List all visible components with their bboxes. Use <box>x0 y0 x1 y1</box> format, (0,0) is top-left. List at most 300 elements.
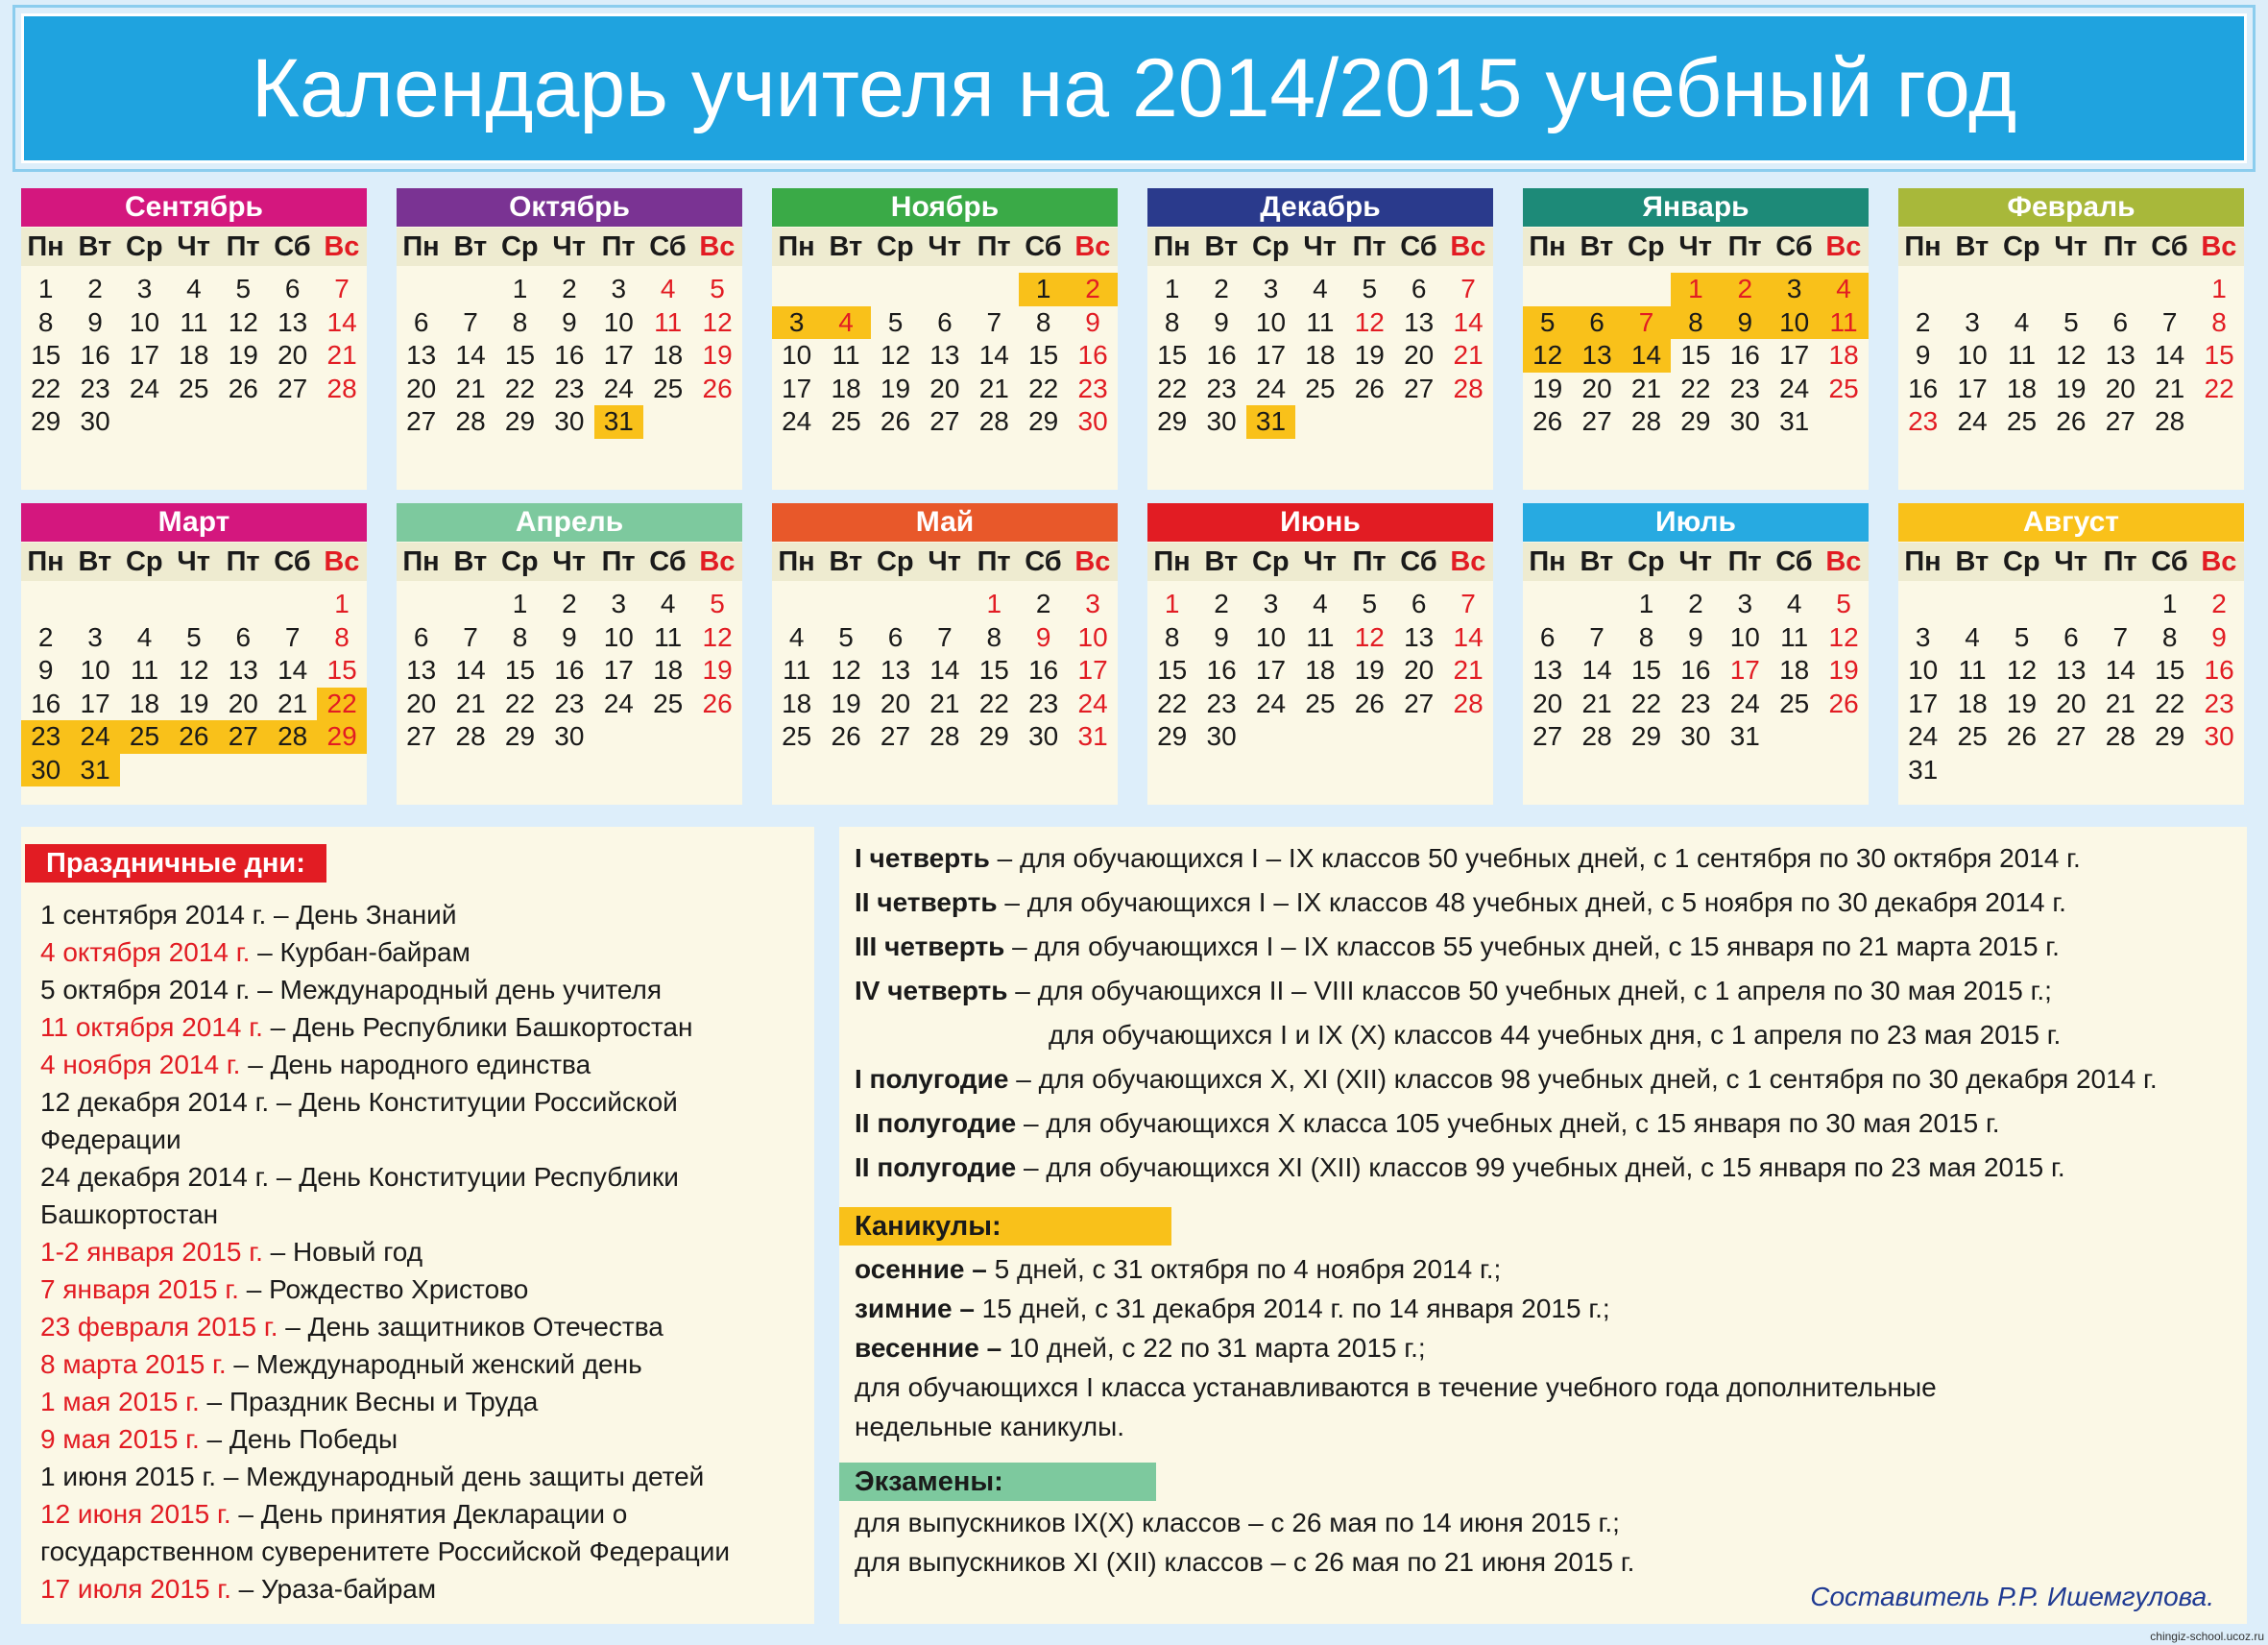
day-cell: 8 <box>2211 306 2227 337</box>
day-cell: 19 <box>2006 688 2038 718</box>
vacation-item <box>855 1407 2237 1446</box>
day-cell: 25 <box>1779 688 1810 718</box>
day-cell: 1 <box>334 589 350 618</box>
holiday-name: – День защитников Отечества <box>277 1312 664 1342</box>
day-cell: 20 <box>929 373 960 403</box>
day-cell: 18 <box>831 373 861 403</box>
day-cell: 10 <box>1770 306 1819 340</box>
holiday-name: – Новый год <box>262 1237 423 1267</box>
vacation-item <box>855 1328 2237 1367</box>
weekday-label: Пн <box>1153 546 1191 577</box>
holidays-panel <box>21 827 814 1624</box>
day-cell: 7 <box>284 621 301 652</box>
day-cell: 30 <box>2204 721 2234 751</box>
quarter-item <box>855 1146 2237 1190</box>
day-cell: 14 <box>455 655 486 685</box>
day-cell: 6 <box>887 621 904 652</box>
weekday-label: Вт <box>1580 546 1614 577</box>
day-cell: 5 <box>1362 274 1378 303</box>
weekday-label: Пт <box>601 546 636 577</box>
day-cell: 15 <box>326 655 357 685</box>
day-cell: 27 <box>1404 373 1435 403</box>
day-cell: 7 <box>1589 621 1604 652</box>
day-cell: 23 <box>554 373 585 403</box>
day-cell: 14 <box>455 340 486 370</box>
day-cell: 1 <box>1164 589 1180 618</box>
day-cell: 21 <box>2155 373 2185 403</box>
day-cell: 13 <box>1572 339 1621 373</box>
day-cell: 6 <box>235 621 252 652</box>
weekday-label: Пт <box>1727 231 1762 262</box>
day-cell: 28 <box>455 406 486 436</box>
day-cell: 6 <box>2063 621 2079 652</box>
day-cell: 11 <box>2007 340 2037 370</box>
day-cell: 1 <box>1638 589 1654 618</box>
day-cell: 4 <box>186 274 202 303</box>
day-cell: 16 <box>1729 340 1760 370</box>
day-cell: 2 <box>1035 589 1051 618</box>
day-cell: 8 <box>37 306 54 337</box>
weekday-label: Сб <box>2151 231 2188 262</box>
day-cell: 13 <box>1404 306 1435 337</box>
exams-list <box>855 1503 2237 1582</box>
exam-item: для выпускников IX(X) классов – с 26 мая по 14 июня 2015 г.; <box>855 1508 1620 1537</box>
day-cell: 26 <box>1354 688 1385 718</box>
weekday-label: Ср <box>500 231 539 262</box>
day-cell: 24 <box>1779 373 1810 403</box>
day-cell: 27 <box>406 721 437 751</box>
weekday-label: Ср <box>125 231 163 262</box>
day-cell: 24 <box>782 406 812 436</box>
weekday-label: Чт <box>2054 546 2087 577</box>
day-cell: 4 <box>1786 589 1802 618</box>
info-panel <box>839 827 2247 1624</box>
day-cell: 25 <box>1305 373 1336 403</box>
day-cell: 12 <box>2056 340 2087 370</box>
day-cell: 19 <box>831 688 861 718</box>
day-cell: 17 <box>1957 373 1988 403</box>
day-cell: 6 <box>937 306 953 337</box>
day-cell: 5 <box>235 274 252 303</box>
day-cell: 18 <box>653 655 684 685</box>
month-3 <box>772 188 1118 490</box>
day-cell: 4 <box>660 589 676 618</box>
day-cell: 21 <box>455 688 486 718</box>
day-cell: 16 <box>1028 655 1059 685</box>
day-cell: 10 <box>1908 655 1939 685</box>
holiday-date: 1 мая 2015 г. <box>40 1387 200 1416</box>
day-cell: 25 <box>1305 688 1336 718</box>
quarter-text: – для обучающихся I – IX классов 55 учебных дней, с 15 января по 21 марта 2015 г. <box>1004 931 2060 961</box>
day-cell: 1 <box>512 274 528 303</box>
holiday-name: – День Конституции Республики Башкортостан <box>40 1162 679 1229</box>
day-cell: 17 <box>1729 655 1760 685</box>
holiday-date: 1 сентября 2014 г. <box>40 900 267 930</box>
holiday-item <box>40 1383 808 1420</box>
day-cell: 10 <box>129 306 160 337</box>
weekday-label: Вс <box>1074 231 1111 262</box>
day-cell: 10 <box>1729 621 1760 652</box>
day-cell: 20 <box>1581 373 1612 403</box>
day-cell: 25 <box>179 373 209 403</box>
day-cell: 6 <box>413 306 429 337</box>
quarter-label: IV четверть <box>855 976 1008 1005</box>
day-cell: 16 <box>1077 340 1108 370</box>
holiday-date: 5 октября 2014 г. <box>40 975 251 1004</box>
weekday-label: Сб <box>1400 231 1437 262</box>
day-cell: 27 <box>880 721 911 751</box>
weekday-label: Чт <box>2054 231 2087 262</box>
vacation-label: зимние – <box>855 1294 975 1323</box>
holidays-list <box>40 896 808 1608</box>
day-cell: 25 <box>1828 373 1859 403</box>
day-cell: 31 <box>1908 754 1939 785</box>
holiday-name: – День Знаний <box>266 900 457 930</box>
weekday-label: Вт <box>829 231 863 262</box>
day-cell: 19 <box>880 373 911 403</box>
day-cell: 4 <box>1313 589 1328 618</box>
day-cell: 23 <box>1206 688 1237 718</box>
day-cell: 10 <box>1255 306 1287 337</box>
day-cell: 6 <box>284 274 301 303</box>
day-cell: 26 <box>702 373 733 403</box>
weekday-label: Сб <box>649 231 687 262</box>
weekday-label: Чт <box>928 546 961 577</box>
day-cell: 2 <box>1068 273 1117 306</box>
day-cell: 25 <box>2006 406 2038 436</box>
day-cell: 11 <box>1780 621 1809 652</box>
day-cell: 20 <box>1404 340 1435 370</box>
month-name: Октябрь <box>397 188 742 227</box>
day-cell: 26 <box>2056 406 2087 436</box>
day-cell: 27 <box>929 406 960 436</box>
weekday-label: Пт <box>1352 231 1387 262</box>
day-cell: 1 <box>2161 589 2178 618</box>
day-cell: 8 <box>2161 621 2178 652</box>
day-cell: 3 <box>1965 306 1980 337</box>
vacation-text: 5 дней, с 31 октября по 4 ноября 2014 г.; <box>986 1254 1502 1284</box>
day-cell: 12 <box>702 306 733 337</box>
day-cell: 24 <box>603 373 634 403</box>
day-cell: 15 <box>504 655 536 685</box>
day-cell: 24 <box>1908 721 1939 751</box>
day-cell: 9 <box>1035 621 1051 652</box>
weekday-label: Чт <box>552 231 586 262</box>
day-cell: 19 <box>2056 373 2087 403</box>
day-cell: 11 <box>654 306 683 337</box>
month-9 <box>772 503 1118 805</box>
day-cell: 27 <box>406 406 437 436</box>
day-cell: 22 <box>1630 688 1662 718</box>
day-cell: 15 <box>1028 340 1059 370</box>
weekday-label: Чт <box>1303 231 1337 262</box>
day-cell: 7 <box>463 621 478 652</box>
day-cell: 14 <box>929 655 960 685</box>
day-cell: 12 <box>1523 339 1572 373</box>
day-cell: 29 <box>317 720 366 754</box>
day-cell: 5 <box>2014 621 2030 652</box>
day-cell: 4 <box>660 274 676 303</box>
day-cell: 29 <box>1157 721 1188 751</box>
title-banner <box>21 13 2247 163</box>
day-cell: 28 <box>2155 406 2185 436</box>
day-cell: 16 <box>31 688 61 718</box>
day-cell: 28 <box>455 721 486 751</box>
day-cell: 30 <box>554 406 585 436</box>
day-cell: 29 <box>1157 406 1188 436</box>
day-cell: 15 <box>1157 655 1188 685</box>
day-cell: 29 <box>1028 406 1059 436</box>
day-cell: 31 <box>1779 406 1810 436</box>
holiday-item <box>40 1345 808 1383</box>
day-cell: 21 <box>1453 340 1484 370</box>
day-cell: 19 <box>702 340 733 370</box>
day-cell: 16 <box>1206 340 1237 370</box>
day-cell: 11 <box>783 655 811 685</box>
quarter-label: III четверть <box>855 931 1005 961</box>
day-cell: 20 <box>880 688 911 718</box>
month-1 <box>21 188 367 490</box>
day-cell: 13 <box>277 306 308 337</box>
weekday-label: Сб <box>1775 231 1813 262</box>
day-cell: 21 <box>455 373 486 403</box>
weekday-header <box>1898 228 2244 266</box>
day-cell: 8 <box>512 621 528 652</box>
weekday-label: Вт <box>1204 231 1239 262</box>
day-cell: 5 <box>887 306 904 337</box>
holiday-name: – Международный день учителя <box>250 975 662 1004</box>
day-cell: 15 <box>504 340 536 370</box>
holiday-item <box>40 1458 808 1495</box>
day-cell: 9 <box>1214 621 1229 652</box>
holiday-item <box>40 1046 808 1083</box>
day-cell: 28 <box>929 721 960 751</box>
day-cell: 14 <box>1453 306 1484 337</box>
holiday-item <box>40 1308 808 1345</box>
day-cell: 26 <box>880 406 911 436</box>
weekday-label: Вт <box>1204 546 1239 577</box>
day-cell: 23 <box>1028 688 1059 718</box>
day-cell: 24 <box>603 688 634 718</box>
day-cell: 3 <box>611 589 627 618</box>
day-cell: 1 <box>37 274 54 303</box>
day-cell: 4 <box>136 621 153 652</box>
weekday-label: Ср <box>125 546 163 577</box>
day-cell: 5 <box>1836 589 1851 618</box>
exams-heading: Экзамены: <box>839 1463 1156 1501</box>
weekday-label: Пт <box>977 231 1011 262</box>
day-cell: 7 <box>1622 306 1671 340</box>
day-cell: 28 <box>326 373 357 403</box>
month-8 <box>397 503 742 805</box>
holiday-date: 11 октября 2014 г. <box>40 1012 263 1042</box>
day-cell: 9 <box>87 306 103 337</box>
day-cell: 26 <box>831 721 861 751</box>
weekday-label: Чт <box>177 546 210 577</box>
month-name: Июль <box>1523 503 1869 542</box>
day-cell: 16 <box>1908 373 1939 403</box>
day-cell: 28 <box>1581 721 1612 751</box>
day-cell: 10 <box>1077 621 1108 652</box>
weekday-label: Вт <box>1955 231 1990 262</box>
day-cell: 20 <box>2056 688 2087 718</box>
day-cell: 26 <box>1828 688 1859 718</box>
quarter-text: – для обучающихся XI (XII) классов 99 учебных дней, с 15 января по 23 мая 2015 г. <box>1016 1152 2065 1182</box>
holiday-name: – Курбан-байрам <box>250 937 470 967</box>
day-cell: 22 <box>1680 373 1711 403</box>
day-cell: 12 <box>228 306 258 337</box>
day-cell: 29 <box>31 406 61 436</box>
month-name: Декабрь <box>1147 188 1493 227</box>
day-cell: 6 <box>1411 589 1427 618</box>
day-cell: 16 <box>80 340 110 370</box>
quarter-item <box>855 969 2237 1013</box>
day-cell: 22 <box>978 688 1009 718</box>
holiday-item <box>40 1420 808 1458</box>
month-10 <box>1147 503 1493 805</box>
weekday-label: Вт <box>1580 231 1614 262</box>
weekday-header <box>772 228 1118 266</box>
day-cell: 8 <box>1671 306 1720 340</box>
weekday-label: Вс <box>2201 231 2237 262</box>
day-cell: 23 <box>554 688 585 718</box>
day-cell: 21 <box>326 340 357 370</box>
weekday-header <box>397 543 742 581</box>
day-cell: 18 <box>179 340 209 370</box>
day-cell: 3 <box>1085 589 1100 618</box>
day-cell: 2 <box>562 589 577 618</box>
day-cell: 25 <box>120 720 169 754</box>
day-cell: 30 <box>1028 721 1059 751</box>
day-cell: 4 <box>2014 306 2030 337</box>
weekday-header <box>397 228 742 266</box>
quarter-item <box>855 1057 2237 1101</box>
weekday-label: Вс <box>2201 546 2237 577</box>
day-cell: 22 <box>2155 688 2185 718</box>
day-cell: 3 <box>1770 273 1819 306</box>
day-cell: 3 <box>136 274 153 303</box>
day-cell: 27 <box>1404 688 1435 718</box>
weekday-label: Сб <box>649 546 687 577</box>
holiday-name: – День Конституции Российской Федерации <box>40 1087 678 1154</box>
weekday-label: Вт <box>1955 546 1990 577</box>
holiday-name: – Международный день защиты детей <box>216 1462 705 1491</box>
vacation-item <box>855 1367 2237 1407</box>
day-cell: 5 <box>710 274 725 303</box>
day-cell: 28 <box>1630 406 1662 436</box>
day-cell: 13 <box>228 655 258 685</box>
day-cell: 7 <box>2161 306 2178 337</box>
day-cell: 23 <box>1729 373 1760 403</box>
day-cell: 19 <box>1354 340 1385 370</box>
day-cell: 18 <box>1779 655 1810 685</box>
day-cell: 30 <box>1729 406 1760 436</box>
quarter-item <box>855 1101 2237 1146</box>
weekday-label: Вт <box>829 546 863 577</box>
quarter-label: II полугодие <box>855 1152 1017 1182</box>
day-cell: 17 <box>80 688 110 718</box>
weekday-label: Пн <box>778 231 815 262</box>
weekday-label: Вс <box>699 231 736 262</box>
weekday-label: Сб <box>274 546 311 577</box>
day-cell: 23 <box>21 720 70 754</box>
holiday-name: – День народного единства <box>240 1050 591 1079</box>
watermark: chingiz-school.ucoz.ru <box>2150 1630 2264 1643</box>
day-cell: 14 <box>277 655 308 685</box>
day-cell: 30 <box>21 754 70 787</box>
day-cell: 3 <box>772 306 821 340</box>
day-cell: 21 <box>929 688 960 718</box>
day-cell: 29 <box>1630 721 1662 751</box>
day-cell: 6 <box>413 621 429 652</box>
day-cell: 4 <box>788 621 805 652</box>
day-cell: 1 <box>986 589 1002 618</box>
quarter-text: – для обучающихся II – VIII классов 50 учебных дней, с 1 апреля по 30 мая 2015 г.; <box>1007 976 2052 1005</box>
weekday-label: Вт <box>453 231 488 262</box>
day-cell: 8 <box>334 621 350 652</box>
day-cell: 20 <box>1404 655 1435 685</box>
day-cell: 13 <box>2056 655 2087 685</box>
day-cell: 16 <box>554 655 585 685</box>
weekday-label: Чт <box>177 231 210 262</box>
day-cell: 27 <box>1532 721 1563 751</box>
weekday-label: Сб <box>274 231 311 262</box>
holiday-date: 1-2 января 2015 г. <box>40 1237 263 1267</box>
day-cell: 29 <box>2155 721 2185 751</box>
day-cell: 2 <box>2211 589 2227 618</box>
day-cell: 20 <box>1532 688 1563 718</box>
quarter-text: – для обучающихся X, XI (XII) классов 98 учебных дней, с 1 сентября по 30 декабря 2014 г. <box>1008 1064 2158 1094</box>
day-cell: 9 <box>2211 621 2227 652</box>
day-cell: 20 <box>277 340 308 370</box>
day-cell: 20 <box>2105 373 2135 403</box>
holiday-date: 12 июня 2015 г. <box>40 1499 231 1529</box>
day-cell: 31 <box>1077 721 1108 751</box>
day-cell: 10 <box>782 340 812 370</box>
day-cell: 7 <box>2112 621 2129 652</box>
day-cell: 9 <box>1085 306 1100 337</box>
day-cell: 27 <box>277 373 308 403</box>
holiday-date: 1 июня 2015 г. <box>40 1462 217 1491</box>
month-4 <box>1147 188 1493 490</box>
weekday-label: Пт <box>1352 546 1387 577</box>
quarter-text: – для обучающихся I – IX классов 50 учебных дней, с 1 сентября по 30 октября 2014 г. <box>989 843 2081 873</box>
day-cell: 2 <box>37 621 54 652</box>
vacation-item <box>855 1289 2237 1328</box>
holiday-date: 12 декабря 2014 г. <box>40 1087 270 1117</box>
day-cell: 4 <box>821 306 870 340</box>
day-cell: 7 <box>463 306 478 337</box>
day-cell: 14 <box>1581 655 1612 685</box>
day-cell: 2 <box>562 274 577 303</box>
vacation-text: 15 дней, с 31 декабря 2014 г. по 14 января 2015 г.; <box>974 1294 1610 1323</box>
day-cell: 25 <box>831 406 861 436</box>
day-cell: 5 <box>710 589 725 618</box>
day-cell: 17 <box>1077 655 1108 685</box>
day-cell: 8 <box>1164 306 1180 337</box>
month-7 <box>21 503 367 805</box>
day-cell: 13 <box>1532 655 1563 685</box>
day-cell: 7 <box>1460 589 1476 618</box>
holidays-heading: Праздничные дни: <box>25 844 326 883</box>
day-cell: 12 <box>179 655 209 685</box>
vacation-text: для обучающихся I класса устанавливаются в течение учебного года дополнительные <box>855 1372 1937 1402</box>
day-cell: 4 <box>1819 273 1868 306</box>
weekday-label: Пн <box>1904 231 1942 262</box>
quarter-text: для обучающихся I и IX (X) классов 44 учебных дня, с 1 апреля по 23 мая 2015 г. <box>1049 1020 2062 1050</box>
weekday-label: Пн <box>27 546 64 577</box>
day-cell: 14 <box>1453 621 1484 652</box>
